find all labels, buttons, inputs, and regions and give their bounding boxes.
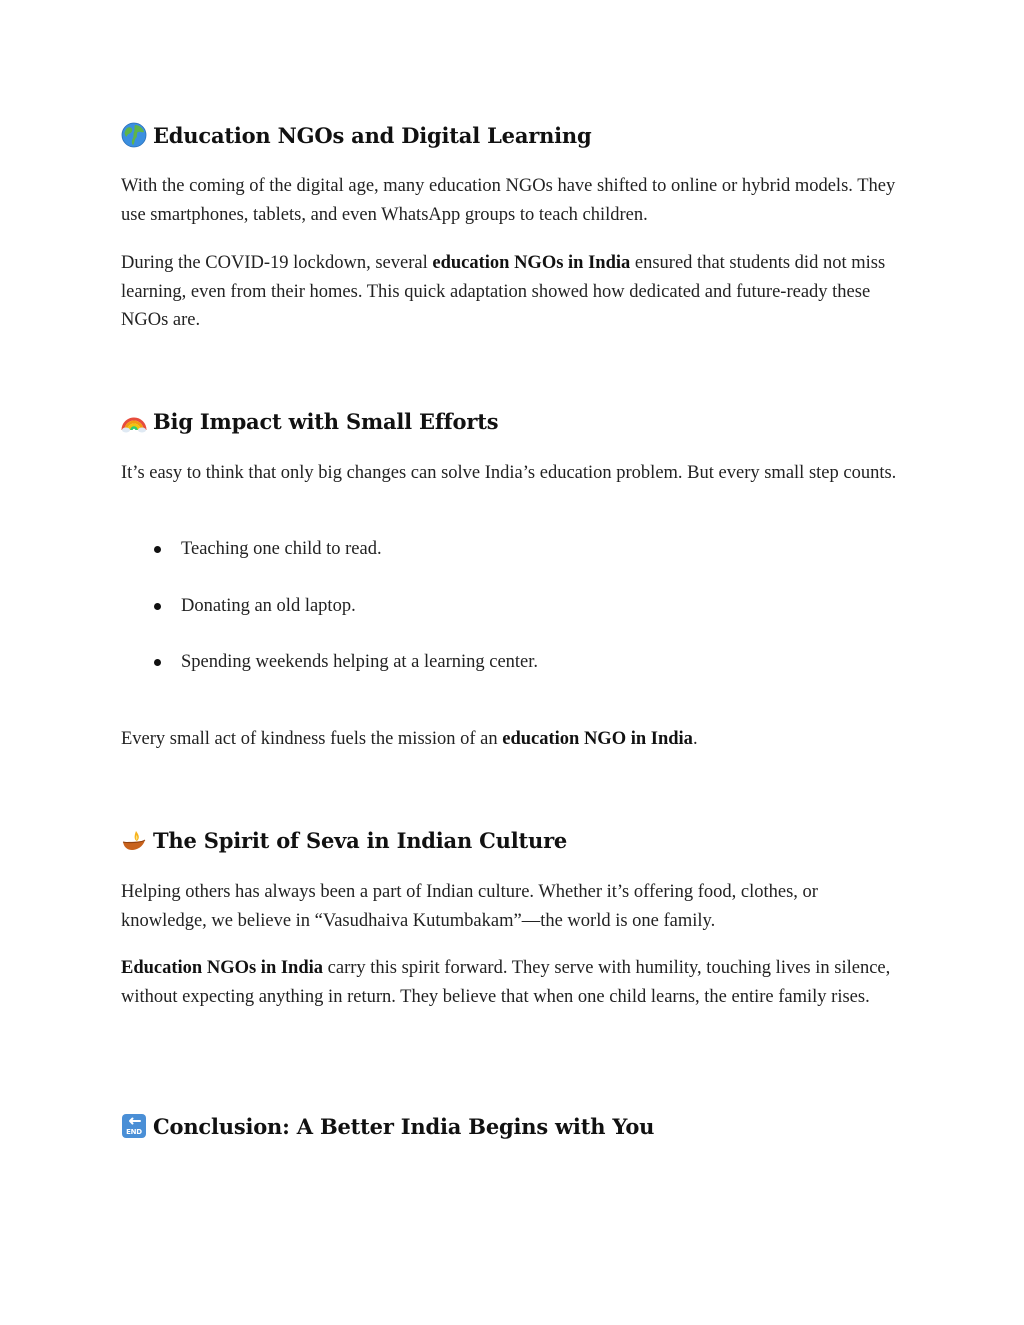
- paragraph-text: Helping others has always been a part of Indian culture. Whether it’s offering food, clothes, or knowledge, we believe in “Vasudhaiva Kutumbakam”—the world is one family.: [121, 882, 818, 931]
- heading-big-impact: [121, 407, 498, 437]
- paragraph-text: During the COVID-19 lockdown, several: [121, 253, 433, 273]
- paragraph-text: It’s easy to think that only big changes can solve India’s education problem. But every small step counts.: [121, 463, 897, 483]
- globe-icon: [121, 122, 147, 148]
- paragraph-small-steps-intro: [121, 459, 901, 488]
- heading-text: Education NGOs and Digital Learning: [153, 123, 592, 148]
- list-item-text: Spending weekends helping at a learning center.: [181, 652, 539, 672]
- bullet-dot: [154, 603, 161, 610]
- bold-keyword: Education NGOs in India: [121, 958, 324, 978]
- bullet-dot: [154, 546, 161, 553]
- heading-text: Big Impact with Small Efforts: [153, 409, 499, 434]
- paragraph-spirit-forward: [121, 954, 901, 1011]
- paragraph-text: Every small act of kindness fuels the mission of an: [121, 729, 503, 749]
- heading-conclusion: [121, 1112, 654, 1142]
- paragraph-text: ensured that students did not miss learning, even from their homes. This quick adaptation showed how dedicated and future-ready these NGOs are.: [121, 253, 886, 330]
- heading-text: The Spirit of Seva in Indian Culture: [153, 828, 568, 853]
- paragraph-digital-age: [121, 172, 901, 229]
- list-item-text: Teaching one child to read.: [181, 539, 382, 559]
- bold-keyword: education NGOs in India: [432, 253, 631, 273]
- diya-lamp-icon: [121, 827, 147, 853]
- paragraph-text: With the coming of the digital age, many education NGOs have shifted to online or hybrid models. They use smartphones, tablets, and even WhatsApp groups to teach children.: [121, 176, 896, 225]
- paragraph-small-act-kindness: [121, 725, 901, 754]
- heading-education-ngos-digital-learning: [121, 121, 591, 151]
- paragraph-text: .: [692, 729, 698, 749]
- bold-keyword: education NGO in India: [502, 729, 693, 749]
- rainbow-icon: [121, 408, 147, 434]
- heading-text: Conclusion: A Better India Begins with You: [153, 1114, 655, 1139]
- bullet-dot: [154, 659, 161, 666]
- paragraph-text: carry this spirit forward. They serve with humility, touching lives in silence, without expecting anything in return. They believe that when one child learns, the entire family rises.: [121, 958, 891, 1007]
- end-arrow-icon: [121, 1113, 147, 1139]
- paragraph-covid-lockdown: [121, 249, 901, 335]
- list-item-text: Donating an old laptop.: [181, 596, 356, 616]
- heading-spirit-of-seva: [121, 826, 567, 856]
- svg-text:END: END: [126, 1128, 142, 1136]
- paragraph-indian-culture: [121, 878, 901, 935]
